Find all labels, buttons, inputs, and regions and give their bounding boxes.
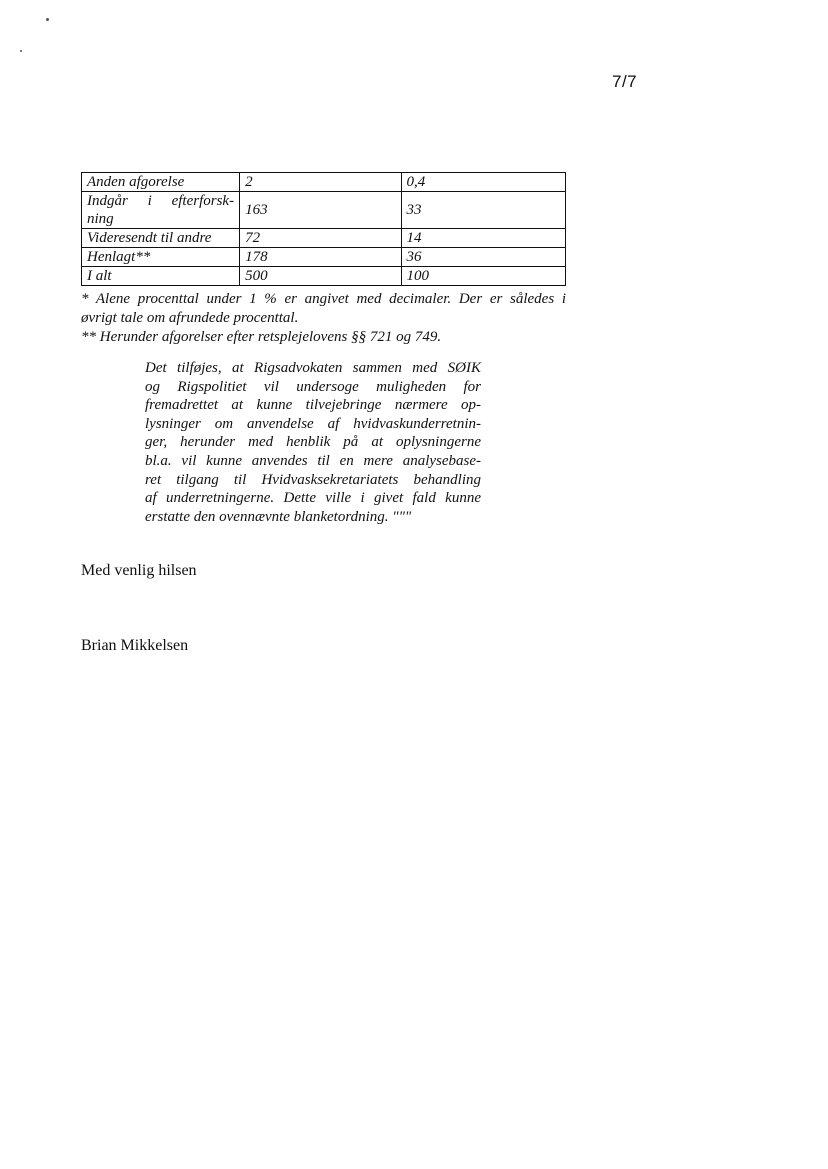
scan-speck	[20, 50, 22, 52]
table-row	[82, 192, 566, 229]
table-cell-label: Anden afgorelse	[82, 173, 240, 192]
statistics-table	[81, 172, 566, 286]
table-cell-percent: 0,4	[401, 173, 565, 192]
table-row	[82, 173, 566, 192]
table-cell-count: 500	[240, 267, 401, 286]
table-cell-count: 178	[240, 248, 401, 267]
table-row	[82, 248, 566, 267]
signature-name: Brian Mikkelsen	[81, 637, 189, 654]
quote-line: lysninger om anvendelse af hvidvaskunderretnin-	[145, 415, 481, 432]
table-cell-label: I alt	[82, 267, 240, 286]
quoted-paragraph	[145, 359, 481, 526]
footnote-line: * Alene procenttal under 1 % er angivet med decimaler. Der er således i	[81, 291, 566, 307]
table-cell-count: 163	[240, 192, 401, 229]
quote-line: Det tilføjes, at Rigsadvokaten sammen med SØIK	[145, 360, 481, 376]
table-cell-percent: 100	[401, 267, 565, 286]
footnote-line: øvrigt tale om afrundede procenttal.	[81, 310, 299, 326]
table-cell-label: Henlagt**	[82, 248, 240, 267]
closing-greeting: Med venlig hilsen	[81, 562, 197, 579]
quote-line: erstatte den ovennævnte blanketordning. """	[145, 508, 412, 525]
quote-line: ret tilgang til Hvidvasksekretariatets behandling	[145, 471, 481, 488]
table-cell-label: Videresendt til andre	[82, 229, 240, 248]
quote-line: og Rigspolitiet vil undersoge muligheden for	[145, 378, 481, 395]
quote-line: ger, herunder med henblik på at oplysningerne	[145, 434, 481, 451]
table-footnotes	[81, 290, 566, 347]
table-cell-label-line: ning	[87, 211, 114, 227]
table-cell-count: 2	[240, 173, 401, 192]
footnote-line: ** Herunder afgorelser efter retsplejelovens §§ 721 og 749.	[81, 329, 442, 345]
table-cell-label	[82, 192, 240, 229]
page-number: 7/7	[612, 72, 638, 91]
table-cell-percent: 14	[401, 229, 565, 248]
table-row	[82, 267, 566, 286]
table-row	[82, 229, 566, 248]
quote-line: af underretningerne. Dette ville i givet fald kunne	[145, 490, 481, 507]
table-cell-count: 72	[240, 229, 401, 248]
scan-speck	[46, 18, 49, 21]
table-cell-percent: 33	[401, 192, 565, 229]
quote-line: fremadrettet at kunne tilvejebringe nærmere op-	[145, 397, 481, 414]
quote-line: bl.a. vil kunne anvendes til en mere analysebase-	[145, 452, 481, 469]
table-cell-label-line: Indgår i efterforsk-	[87, 193, 235, 209]
table-cell-percent: 36	[401, 248, 565, 267]
